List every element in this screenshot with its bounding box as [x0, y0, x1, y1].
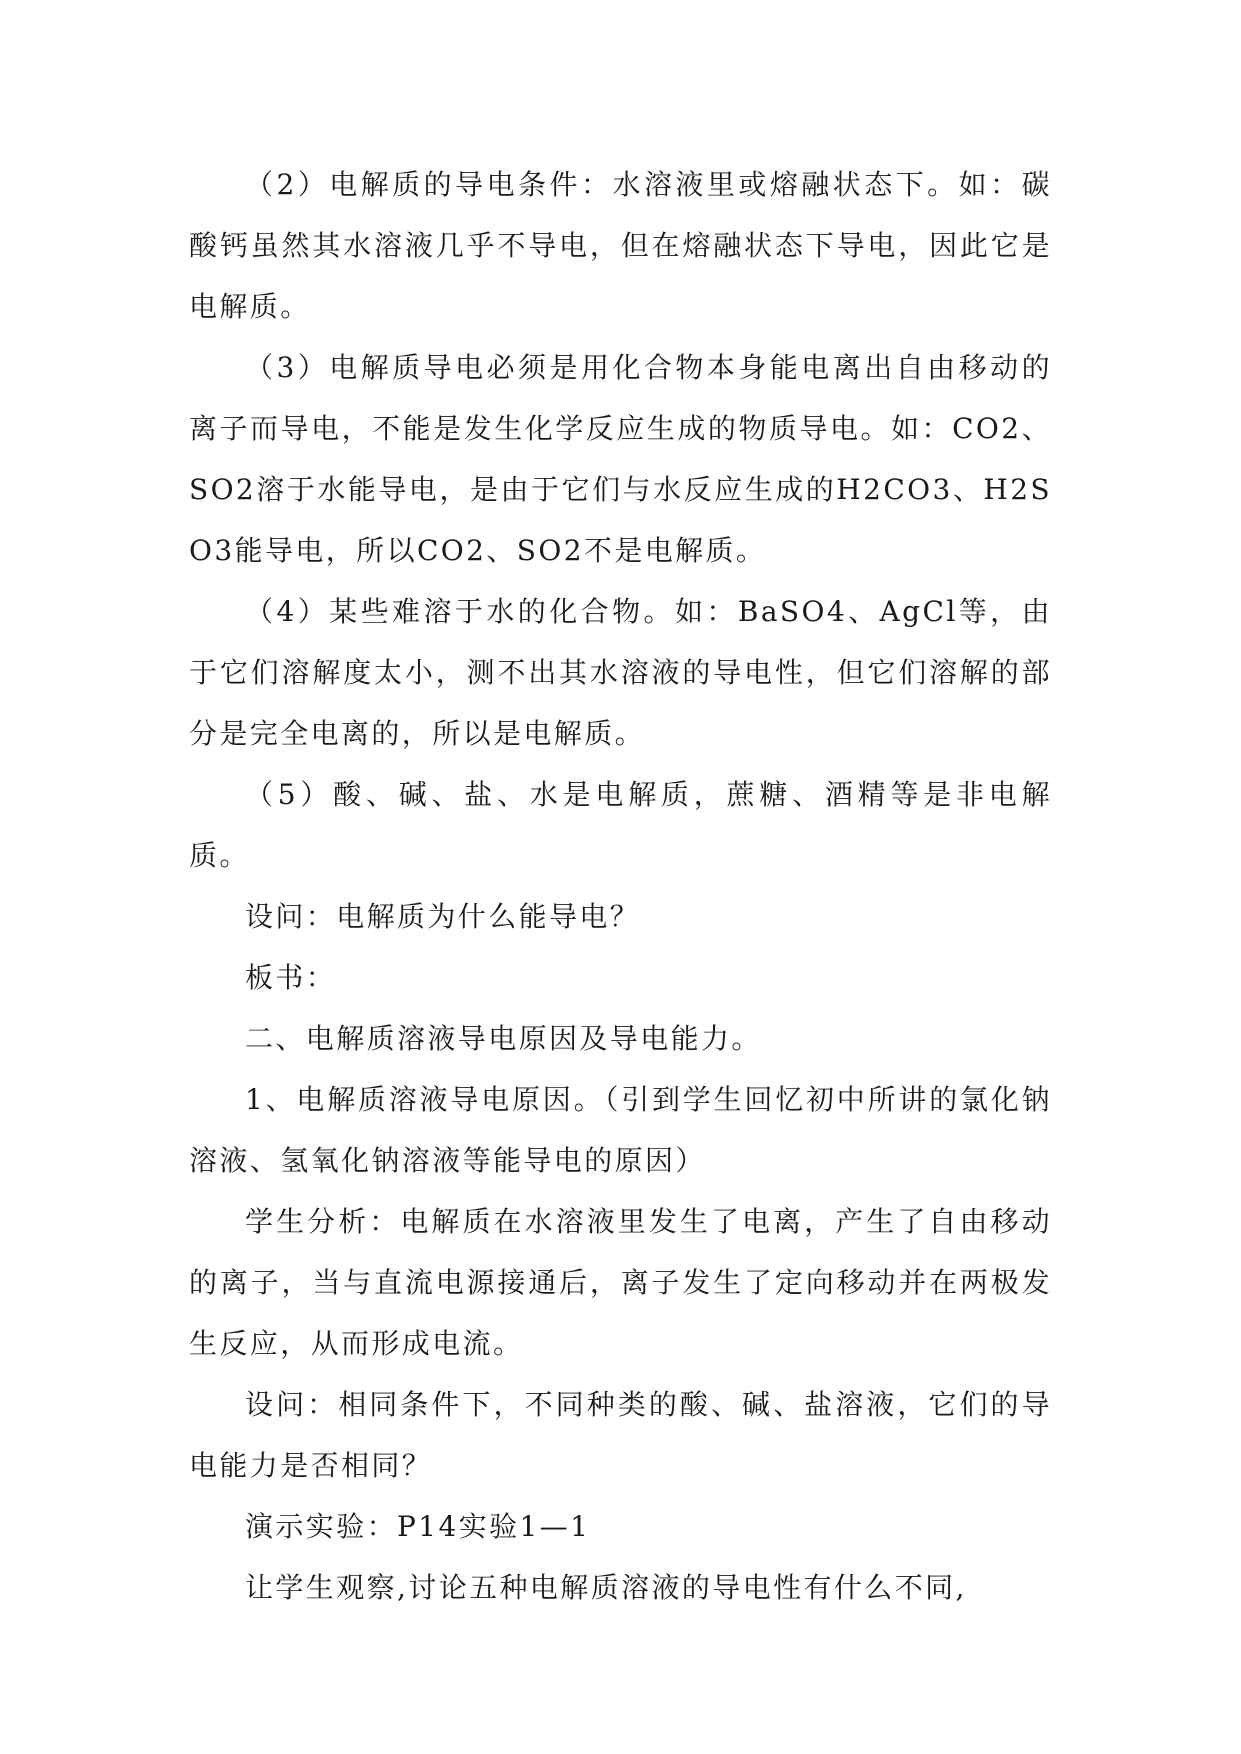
paragraph-insoluble-compounds: （4）某些难溶于水的化合物。如：BaSO4、AgCl等，由于它们溶解度太小，测不出其水溶液的导电性，但它们溶解的部分是完全电离的，所以是电解质。: [189, 595, 1052, 750]
paragraph-electrolyte-examples: （5）酸、碱、盐、水是电解质，蔗糖、酒精等是非电解质。: [189, 778, 1052, 872]
paragraph-electrolyte-self-ionization: （3）电解质导电必须是用化合物本身能电离出自由移动的离子而导电，不能是发生化学反应生成的物质导电。如：CO2、SO2溶于水能导电，是由于它们与水反应生成的H2CO3、H2SO3能导电，所以CO2、SO2不是电解质。: [189, 351, 1052, 567]
paragraph-question-why-conduct: 设问：电解质为什么能导电？: [245, 900, 641, 933]
paragraph-conduction-reason: 1、电解质溶液导电原因。（引到学生回忆初中所讲的氯化钠溶液、氢氧化钠溶液等能导电的原因）: [189, 1083, 1052, 1177]
paragraph-student-observation: 让学生观察,讨论五种电解质溶液的导电性有什么不同,: [245, 1571, 967, 1604]
document-body: [189, 154, 1052, 1618]
paragraph-electrolyte-conduction-conditions: （2）电解质的导电条件：水溶液里或熔融状态下。如：碳酸钙虽然其水溶液几乎不导电，但在熔融状态下导电，因此它是电解质。: [189, 168, 1052, 323]
paragraph-student-analysis: 学生分析：电解质在水溶液里发生了电离，产生了自由移动的离子，当与直流电源接通后，离子发生了定向移动并在两极发生反应，从而形成电流。: [189, 1205, 1052, 1360]
paragraph-question-conductivity: 设问：相同条件下，不同种类的酸、碱、盐溶液，它们的导电能力是否相同？: [189, 1388, 1052, 1482]
paragraph-section-heading: 二、电解质溶液导电原因及导电能力。: [245, 1022, 762, 1055]
paragraph-demo-experiment: 演示实验：P14实验1—1: [245, 1510, 591, 1543]
paragraph-blackboard-label: 板书：: [245, 961, 337, 994]
